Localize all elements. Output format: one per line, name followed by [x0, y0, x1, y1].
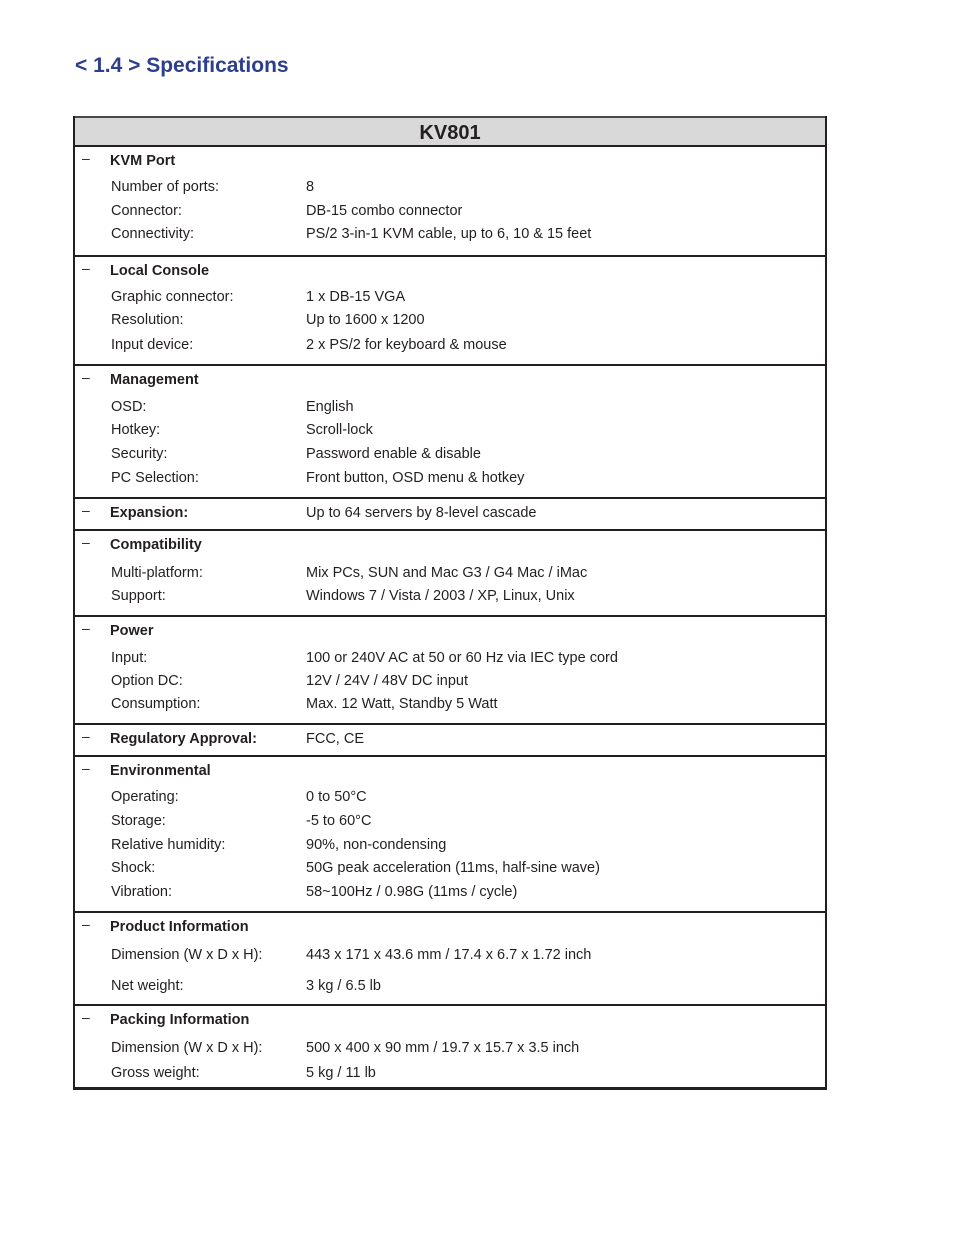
spec-value: FCC, CE: [306, 731, 364, 747]
spec-label: Shock:: [111, 860, 156, 876]
spec-value: Up to 64 servers by 8-level cascade: [306, 505, 537, 521]
spec-value: English: [306, 399, 354, 415]
section-title: Local Console: [110, 263, 210, 279]
dash-marker: –: [82, 502, 90, 518]
spec-label: Dimension (W x D x H):: [111, 947, 263, 963]
spec-label: Connectivity:: [111, 226, 195, 242]
page-title: < 1.4 > Specifications: [75, 54, 289, 77]
spec-label: Connector:: [111, 203, 182, 219]
spec-value: Password enable & disable: [306, 446, 481, 462]
section-management: [75, 366, 825, 499]
spec-value: 12V / 24V / 48V DC input: [306, 673, 469, 689]
spec-value: Scroll-lock: [306, 422, 373, 438]
section-title: Environmental: [110, 763, 211, 779]
spec-table: [73, 116, 827, 1090]
spec-label: Multi-platform:: [111, 565, 203, 581]
section-title: Expansion:: [110, 505, 189, 521]
spec-value: 5 kg / 11 lb: [306, 1065, 376, 1081]
spec-label: Dimension (W x D x H):: [111, 1040, 263, 1056]
spec-value: 100 or 240V AC at 50 or 60 Hz via IEC type cord: [306, 650, 618, 666]
spec-label: Net weight:: [111, 978, 184, 994]
dash-marker: –: [82, 916, 90, 932]
section-title: Product Information: [110, 919, 249, 935]
section-product-information: [75, 913, 825, 1006]
section-environmental: [75, 757, 825, 913]
section-title: Management: [110, 372, 199, 388]
dash-marker: –: [82, 620, 90, 636]
spec-label: Operating:: [111, 789, 179, 805]
dash-marker: –: [82, 260, 90, 276]
spec-label: PC Selection:: [111, 470, 199, 486]
section-power: [75, 617, 825, 725]
section-title: Packing Information: [110, 1012, 250, 1028]
section-kvm-port: [75, 147, 825, 257]
section-title: Power: [110, 623, 154, 639]
spec-label: Hotkey:: [111, 422, 161, 438]
dash-marker: –: [82, 760, 90, 776]
spec-label: OSD:: [111, 399, 147, 415]
spec-label: Consumption:: [111, 696, 201, 712]
spec-value: 2 x PS/2 for keyboard & mouse: [306, 337, 507, 353]
spec-value: Mix PCs, SUN and Mac G3 / G4 Mac / iMac: [306, 565, 588, 581]
section-expansion: [75, 499, 825, 531]
section-title: Compatibility: [110, 537, 202, 553]
dash-marker: –: [82, 534, 90, 550]
spec-value: 8: [306, 179, 315, 195]
spec-value: 1 x DB-15 VGA: [306, 289, 406, 305]
section-regulatory-approval: [75, 725, 825, 757]
section-packing-information: [75, 1006, 825, 1087]
spec-label: Support:: [111, 588, 166, 604]
model-header: KV801: [75, 116, 825, 147]
spec-label: Number of ports:: [111, 179, 219, 195]
spec-label: Gross weight:: [111, 1065, 200, 1081]
spec-label: Input device:: [111, 337, 194, 353]
spec-label: Relative humidity:: [111, 837, 226, 853]
section-compatibility: [75, 531, 825, 617]
spec-value: Windows 7 / Vista / 2003 / XP, Linux, Unix: [306, 588, 575, 604]
spec-value: PS/2 3-in-1 KVM cable, up to 6, 10 & 15 feet: [306, 226, 592, 242]
spec-value: 50G peak acceleration (11ms, half-sine wave): [306, 860, 600, 876]
spec-value: 500 x 400 x 90 mm / 19.7 x 15.7 x 3.5 inch: [306, 1040, 580, 1056]
dash-marker: –: [82, 728, 90, 744]
spec-value: 3 kg / 6.5 lb: [306, 978, 381, 994]
dash-marker: –: [82, 150, 90, 166]
spec-value: 443 x 171 x 43.6 mm / 17.4 x 6.7 x 1.72 inch: [306, 947, 592, 963]
spec-value: DB-15 combo connector: [306, 203, 463, 219]
spec-value: Front button, OSD menu & hotkey: [306, 470, 525, 486]
section-title: Regulatory Approval:: [110, 731, 257, 747]
section-title: KVM Port: [110, 153, 176, 169]
spec-value: -5 to 60°C: [306, 813, 372, 829]
spec-value: 90%, non-condensing: [306, 837, 447, 853]
spec-value: Up to 1600 x 1200: [306, 312, 425, 328]
spec-value: 0 to 50°C: [306, 789, 367, 805]
dash-marker: –: [82, 369, 90, 385]
spec-label: Resolution:: [111, 312, 184, 328]
spec-label: Option DC:: [111, 673, 183, 689]
spec-label: Storage:: [111, 813, 166, 829]
spec-label: Input:: [111, 650, 148, 666]
spec-value: Max. 12 Watt, Standby 5 Watt: [306, 696, 498, 712]
dash-marker: –: [82, 1009, 90, 1025]
section-local-console: [75, 257, 825, 366]
spec-label: Graphic connector:: [111, 289, 234, 305]
spec-label: Security:: [111, 446, 168, 462]
spec-label: Vibration:: [111, 884, 172, 900]
spec-value: 58~100Hz / 0.98G (11ms / cycle): [306, 884, 518, 900]
